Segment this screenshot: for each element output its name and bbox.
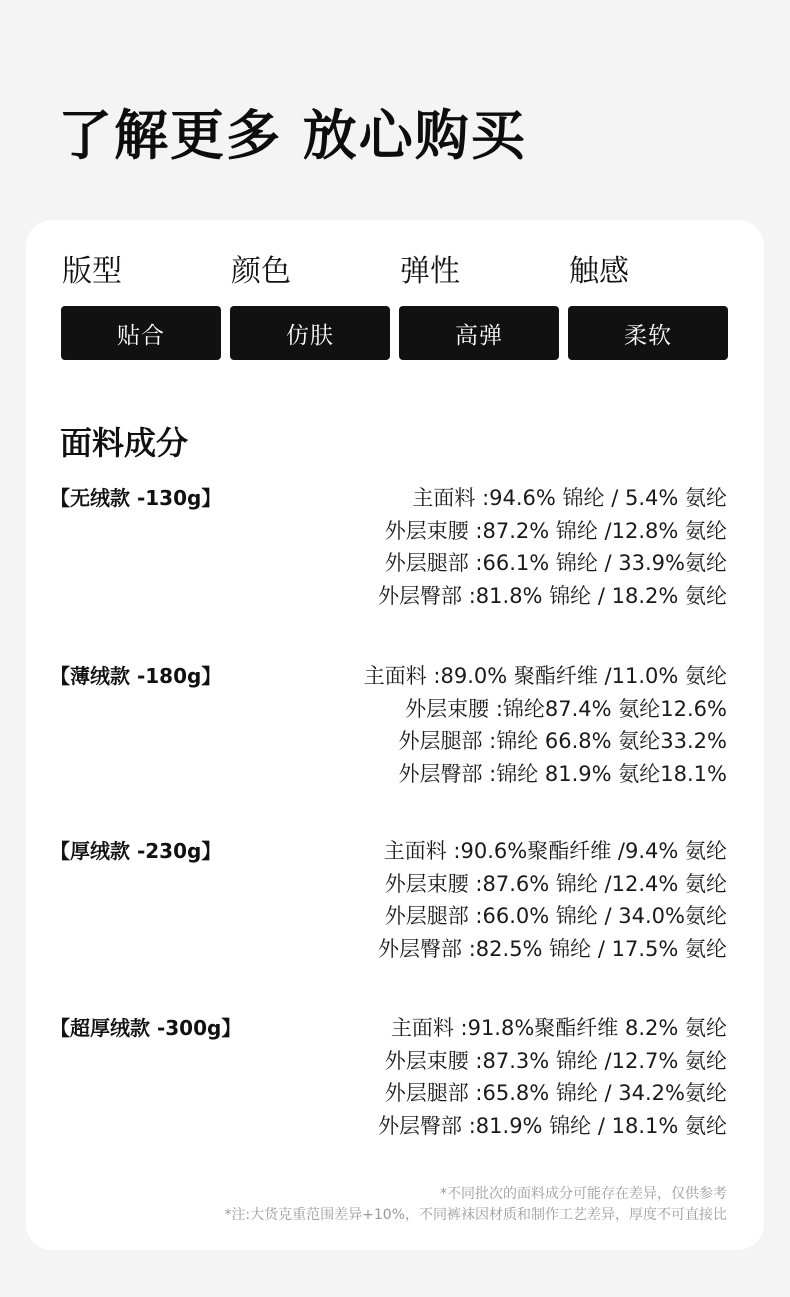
- composition-line: 外层腿部 :锦纶 66.8% 氨纶33.2%: [398, 729, 727, 753]
- attribute-label: 版型: [62, 254, 122, 289]
- attribute-touch: [568, 250, 728, 360]
- fabric-group-230g: [26, 835, 764, 975]
- fabric-composition-list: [378, 1012, 727, 1142]
- attribute-value-tag: 仿肤: [230, 306, 390, 360]
- fabric-section-title: 面料成分: [60, 424, 189, 462]
- composition-line: 外层臀部 :81.8% 锦纶 / 18.2% 氨纶: [378, 583, 727, 608]
- fabric-composition-list: [364, 660, 727, 790]
- fabric-group-name: 【薄绒款 -180g】: [50, 664, 222, 688]
- fabric-group-130g: [26, 482, 764, 622]
- fabric-group-name: 【无绒款 -130g】: [50, 486, 222, 510]
- composition-line: 外层束腰 :87.2% 锦纶 /12.8% 氨纶: [384, 518, 727, 543]
- attribute-elasticity: [399, 250, 559, 360]
- disclaimer-notes: [224, 1184, 727, 1226]
- attribute-fit: [61, 250, 221, 360]
- composition-line: 外层腿部 :65.8% 锦纶 / 34.2%氨纶: [384, 1081, 727, 1105]
- product-info-card: [26, 220, 764, 1250]
- composition-line: 主面料 :90.6%聚酯纤维 /9.4% 氨纶: [383, 839, 727, 863]
- page-title: 了解更多 放心购买: [58, 104, 527, 167]
- composition-line: 外层束腰 :87.6% 锦纶 /12.4% 氨纶: [384, 871, 727, 896]
- fabric-composition-list: [378, 482, 727, 612]
- attribute-label: 触感: [569, 254, 629, 289]
- composition-line: 外层臀部 :82.5% 锦纶 / 17.5% 氨纶: [378, 936, 727, 961]
- attribute-value-tag: 柔软: [568, 306, 728, 360]
- disclaimer-line: *注:大货克重范围差异+10%，不同裤袜因材质和制作工艺差异，厚度不可直接比: [224, 1207, 727, 1223]
- attribute-row: [61, 250, 728, 360]
- attribute-color: [230, 250, 390, 360]
- fabric-group-name: 【厚绒款 -230g】: [50, 839, 222, 863]
- disclaimer-line: *不同批次的面料成分可能存在差异，仅供参考: [440, 1186, 727, 1202]
- composition-line: 外层腿部 :66.0% 锦纶 / 34.0%氨纶: [384, 904, 727, 928]
- composition-line: 外层束腰 :锦纶87.4% 氨纶12.6%: [405, 696, 727, 721]
- fabric-group-name: 【超厚绒款 -300g】: [50, 1016, 242, 1040]
- composition-line: 主面料 :89.0% 聚酯纤维 /11.0% 氨纶: [363, 664, 727, 688]
- composition-line: 外层臀部 :81.9% 锦纶 / 18.1% 氨纶: [378, 1113, 727, 1138]
- attribute-label: 颜色: [231, 254, 291, 289]
- fabric-composition-list: [378, 835, 727, 965]
- composition-line: 外层臀部 :锦纶 81.9% 氨纶18.1%: [398, 761, 727, 786]
- attribute-value-tag: 贴合: [61, 306, 221, 360]
- attribute-label: 弹性: [400, 254, 460, 289]
- composition-line: 外层腿部 :66.1% 锦纶 / 33.9%氨纶: [384, 551, 727, 575]
- composition-line: 主面料 :91.8%聚酯纤维 8.2% 氨纶: [390, 1016, 727, 1040]
- attribute-value-tag: 高弹: [399, 306, 559, 360]
- fabric-group-180g: [26, 660, 764, 800]
- composition-line: 外层束腰 :87.3% 锦纶 /12.7% 氨纶: [384, 1048, 727, 1073]
- composition-line: 主面料 :94.6% 锦纶 / 5.4% 氨纶: [412, 486, 727, 510]
- fabric-group-300g: [26, 1012, 764, 1152]
